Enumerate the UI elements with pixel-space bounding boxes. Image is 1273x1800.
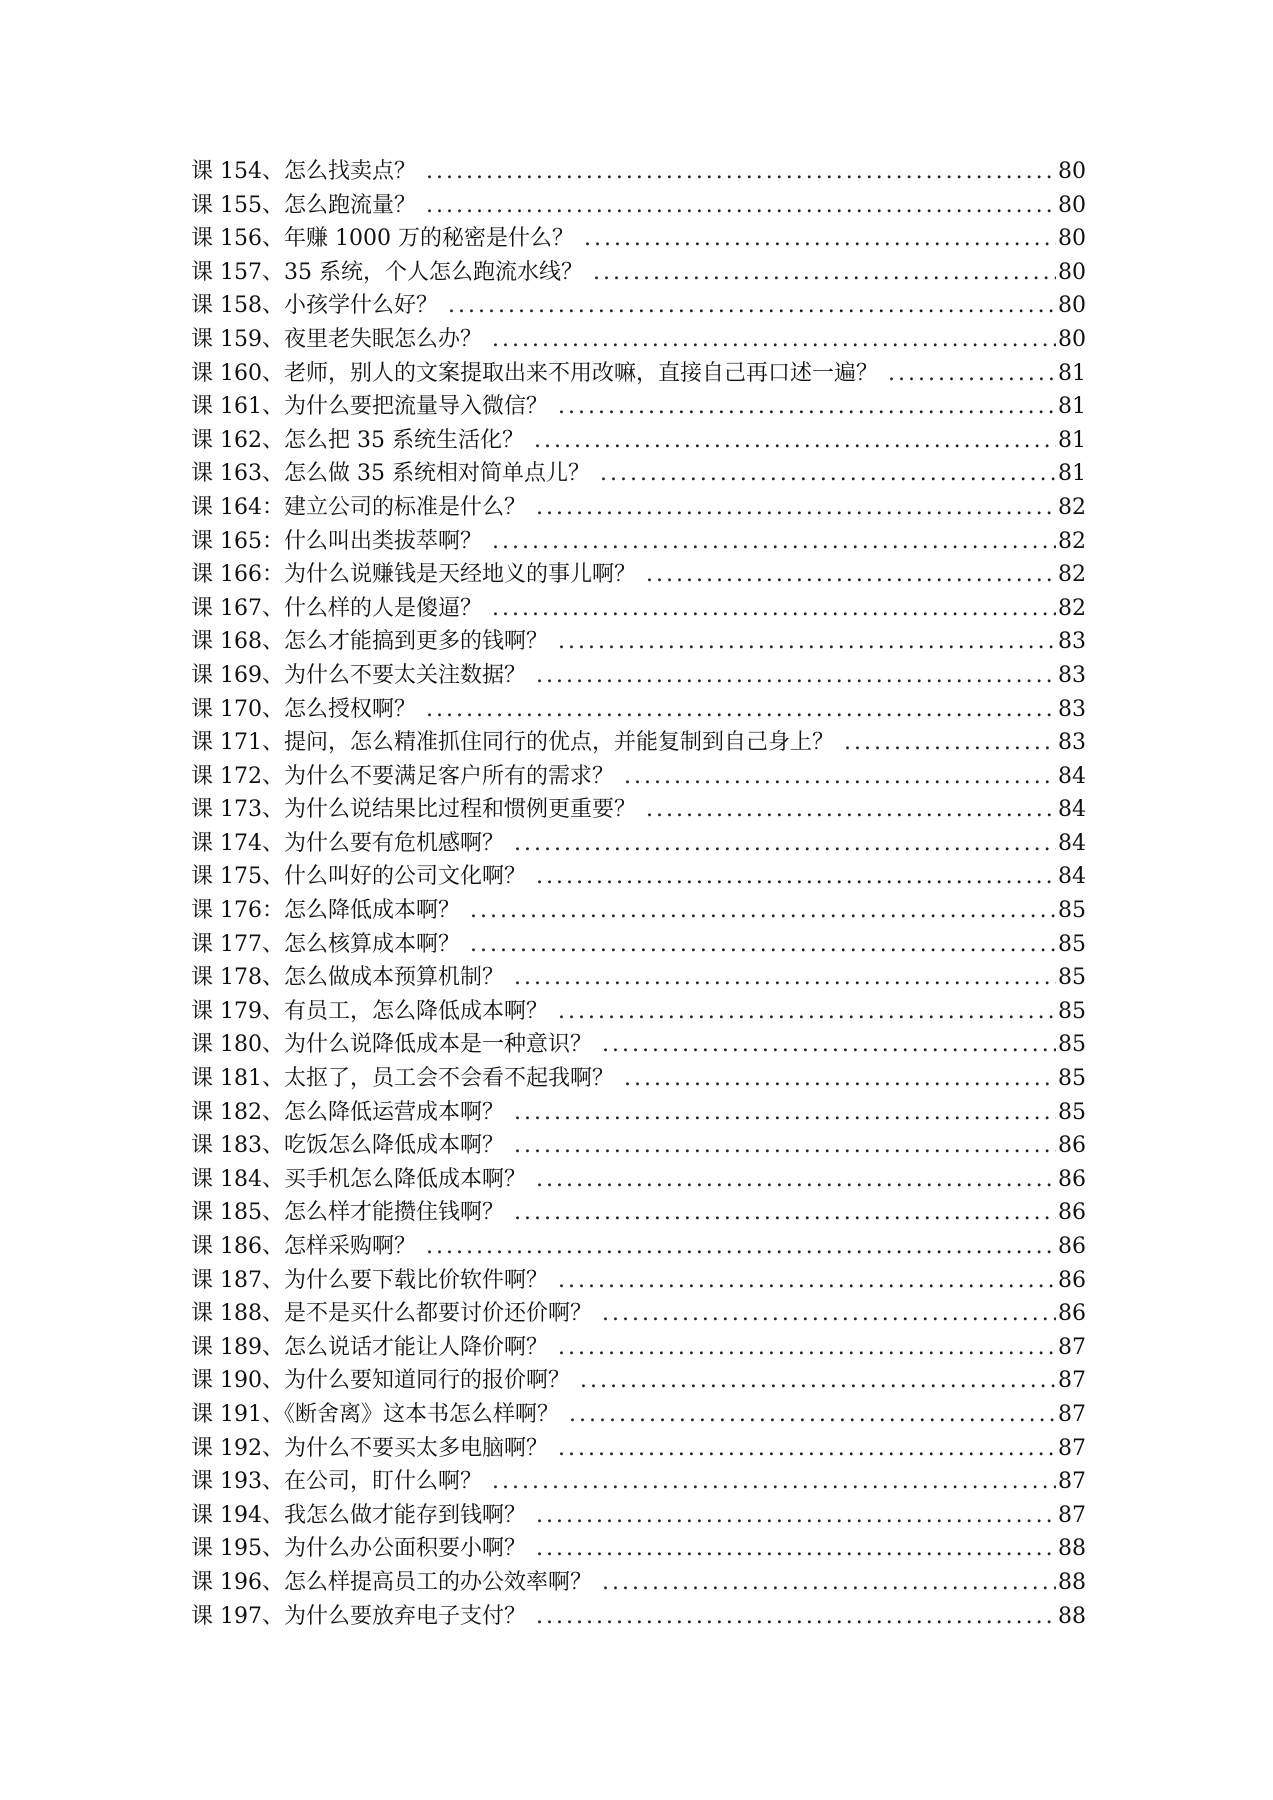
toc-entry-page-number: 81 — [1058, 427, 1086, 453]
dot-leader — [646, 558, 1056, 592]
toc-entry-page-number: 88 — [1058, 1603, 1086, 1629]
dot-leader — [584, 222, 1056, 256]
toc-entry[interactable] — [191, 256, 1086, 290]
toc-entry-page-number: 83 — [1058, 629, 1086, 655]
dot-leader — [426, 189, 1056, 223]
toc-entry-page-number: 82 — [1058, 528, 1086, 554]
dot-leader — [624, 760, 1056, 794]
dot-leader — [492, 323, 1056, 357]
dot-leader — [624, 1062, 1056, 1096]
toc-entry[interactable] — [191, 1264, 1086, 1298]
toc-entry[interactable] — [191, 1230, 1086, 1264]
toc-entry[interactable] — [191, 390, 1086, 424]
dot-leader — [426, 693, 1056, 727]
toc-entry-title: 课 159、夜里老失眠怎么办？ — [191, 326, 482, 352]
toc-entry-page-number: 83 — [1058, 730, 1086, 756]
toc-entry-page-number: 87 — [1058, 1368, 1086, 1394]
dot-leader — [569, 1398, 1056, 1432]
toc-entry-title: 课 176：怎么降低成本啊？ — [191, 898, 460, 924]
toc-entry-title: 课 168、怎么才能搞到更多的钱啊？ — [191, 629, 548, 655]
toc-entry-title: 课 154、怎么找卖点？ — [191, 159, 416, 184]
toc-entry[interactable] — [191, 323, 1086, 357]
toc-entry-title: 课 188、是不是买什么都要讨价还价啊？ — [191, 1301, 592, 1327]
toc-entry-page-number: 86 — [1058, 1301, 1086, 1327]
toc-entry-page-number: 85 — [1058, 1099, 1086, 1125]
toc-entry[interactable] — [191, 558, 1086, 592]
toc-entry[interactable] — [191, 1163, 1086, 1197]
toc-entry-page-number: 82 — [1058, 562, 1086, 588]
toc-entry[interactable] — [191, 424, 1086, 458]
toc-entry-title: 课 175、什么叫好的公司文化啊？ — [191, 864, 526, 890]
toc-entry-page-number: 85 — [1058, 965, 1086, 991]
toc-entry-page-number: 81 — [1058, 461, 1086, 487]
toc-entry[interactable] — [191, 222, 1086, 256]
toc-entry-page-number: 83 — [1058, 696, 1086, 722]
toc-entry-page-number: 88 — [1058, 1569, 1086, 1595]
toc-entry-title: 课 197、为什么要放弃电子支付？ — [191, 1603, 526, 1629]
toc-entry-page-number: 80 — [1058, 259, 1086, 285]
toc-entry-title: 课 172、为什么不要满足客户所有的需求？ — [191, 763, 614, 789]
dot-leader — [534, 424, 1056, 458]
toc-entry[interactable] — [191, 793, 1086, 827]
toc-entry[interactable] — [191, 357, 1086, 391]
toc-entry-title: 课 195、为什么办公面积要小啊？ — [191, 1536, 526, 1562]
toc-entry[interactable] — [191, 1398, 1086, 1432]
toc-entry-page-number: 80 — [1058, 192, 1086, 218]
toc-entry-title: 课 160、老师，别人的文案提取出来不用改嘛，直接自己再口述一遍？ — [191, 360, 878, 386]
table-of-contents — [191, 155, 1086, 1633]
toc-entry[interactable] — [191, 155, 1086, 189]
dot-leader — [492, 1465, 1056, 1499]
toc-entry-page-number: 87 — [1058, 1469, 1086, 1495]
toc-entry[interactable] — [191, 860, 1086, 894]
toc-entry-title: 课 187、为什么要下载比价软件啊？ — [191, 1267, 548, 1293]
toc-entry-page-number: 86 — [1058, 1267, 1086, 1293]
dot-leader — [448, 289, 1056, 323]
toc-entry-title: 课 155、怎么跑流量？ — [191, 192, 416, 218]
dot-leader — [536, 1600, 1056, 1634]
toc-entry-title: 课 174、为什么要有危机感啊？ — [191, 830, 504, 856]
toc-entry-page-number: 85 — [1058, 898, 1086, 924]
toc-entry[interactable] — [191, 1465, 1086, 1499]
toc-entry[interactable] — [191, 1062, 1086, 1096]
dot-leader — [514, 961, 1056, 995]
toc-entry-title: 课 193、在公司，盯什么啊？ — [191, 1469, 482, 1495]
toc-entry[interactable] — [191, 592, 1086, 626]
toc-entry-page-number: 80 — [1058, 326, 1086, 352]
toc-entry-title: 课 158、小孩学什么好？ — [191, 293, 438, 319]
toc-entry[interactable] — [191, 760, 1086, 794]
toc-entry-page-number: 84 — [1058, 797, 1086, 823]
toc-entry-title: 课 171、提问，怎么精准抓住同行的优点，并能复制到自己身上？ — [191, 730, 834, 756]
toc-entry[interactable] — [191, 693, 1086, 727]
toc-entry[interactable] — [191, 189, 1086, 223]
toc-entry-page-number: 84 — [1058, 830, 1086, 856]
toc-entry-title: 课 164：建立公司的标准是什么？ — [191, 494, 526, 520]
toc-entry-title: 课 182、怎么降低运营成本啊？ — [191, 1099, 504, 1125]
toc-entry-title: 课 185、怎么样才能攒住钱啊？ — [191, 1200, 504, 1226]
dot-leader — [888, 357, 1056, 391]
toc-entry-title: 课 191、《断舍离》这本书怎么样啊？ — [191, 1401, 559, 1427]
toc-entry[interactable] — [191, 995, 1086, 1029]
dot-leader — [492, 525, 1056, 559]
dot-leader — [514, 1096, 1056, 1130]
toc-entry-title: 课 181、太抠了，员工会不会看不起我啊？ — [191, 1066, 614, 1092]
toc-entry[interactable] — [191, 1129, 1086, 1163]
dot-leader — [580, 1364, 1056, 1398]
dot-leader — [602, 1297, 1056, 1331]
toc-entry[interactable] — [191, 625, 1086, 659]
toc-entry[interactable] — [191, 1499, 1086, 1533]
toc-entry-title: 课 194、我怎么做才能存到钱啊？ — [191, 1502, 526, 1528]
dot-leader — [646, 793, 1056, 827]
toc-entry[interactable] — [191, 525, 1086, 559]
toc-entry-title: 课 190、为什么要知道同行的报价啊？ — [191, 1368, 570, 1394]
toc-entry-title: 课 180、为什么说降低成本是一种意识？ — [191, 1032, 592, 1058]
toc-entry-page-number: 80 — [1058, 293, 1086, 319]
dot-leader — [470, 928, 1056, 962]
toc-entry-title: 课 169、为什么不要太关注数据？ — [191, 662, 526, 688]
toc-entry-page-number: 86 — [1058, 1166, 1086, 1192]
dot-leader — [426, 155, 1056, 189]
dot-leader — [536, 659, 1056, 693]
toc-entry-title: 课 165：什么叫出类拔萃啊？ — [191, 528, 482, 554]
toc-entry-title: 课 189、怎么说话才能让人降价啊？ — [191, 1334, 548, 1360]
toc-entry-title: 课 163、怎么做 35 系统相对简单点儿？ — [191, 461, 590, 487]
toc-entry-page-number: 86 — [1058, 1234, 1086, 1259]
toc-entry-title: 课 161、为什么要把流量导入微信？ — [191, 394, 548, 420]
toc-entry-title: 课 192、为什么不要买太多电脑啊？ — [191, 1435, 548, 1461]
dot-leader — [593, 256, 1056, 290]
toc-entry-title: 课 177、怎么核算成本啊？ — [191, 931, 460, 957]
toc-entry-page-number: 85 — [1058, 931, 1086, 957]
toc-entry-page-number: 80 — [1058, 159, 1086, 184]
dot-leader — [558, 1432, 1056, 1466]
dot-leader — [558, 390, 1056, 424]
toc-entry-title: 课 196、怎么样提高员工的办公效率啊？ — [191, 1569, 592, 1595]
toc-entry-page-number: 82 — [1058, 595, 1086, 621]
toc-entry[interactable] — [191, 894, 1086, 928]
toc-entry-title: 课 178、怎么做成本预算机制？ — [191, 965, 504, 991]
toc-entry-title: 课 162、怎么把 35 系统生活化？ — [191, 427, 524, 453]
dot-leader — [558, 1264, 1056, 1298]
toc-entry-title: 课 156、年赚 1000 万的秘密是什么？ — [191, 226, 574, 252]
dot-leader — [536, 860, 1056, 894]
toc-entry-page-number: 85 — [1058, 1032, 1086, 1058]
dot-leader — [514, 827, 1056, 861]
toc-entry-page-number: 86 — [1058, 1200, 1086, 1226]
toc-entry-title: 课 179、有员工，怎么降低成本啊？ — [191, 998, 548, 1024]
toc-entry[interactable] — [191, 1297, 1086, 1331]
toc-entry-page-number: 88 — [1058, 1536, 1086, 1562]
toc-entry[interactable] — [191, 1432, 1086, 1466]
toc-entry-title: 课 184、买手机怎么降低成本啊？ — [191, 1166, 526, 1192]
toc-entry-page-number: 87 — [1058, 1435, 1086, 1461]
toc-entry-page-number: 84 — [1058, 763, 1086, 789]
dot-leader — [536, 491, 1056, 525]
dot-leader — [536, 1163, 1056, 1197]
toc-entry-title: 课 186、怎样采购啊？ — [191, 1234, 416, 1259]
dot-leader — [470, 894, 1056, 928]
toc-entry-page-number: 81 — [1058, 394, 1086, 420]
dot-leader — [426, 1230, 1056, 1264]
toc-entry-page-number: 80 — [1058, 226, 1086, 252]
toc-entry-page-number: 85 — [1058, 1066, 1086, 1092]
toc-entry-title: 课 157、35 系统，个人怎么跑流水线？ — [191, 259, 583, 285]
dot-leader — [492, 592, 1056, 626]
dot-leader — [514, 1129, 1056, 1163]
toc-entry[interactable] — [191, 1566, 1086, 1600]
toc-entry-title: 课 167、什么样的人是傻逼？ — [191, 595, 482, 621]
toc-entry[interactable] — [191, 659, 1086, 693]
toc-entry-page-number: 86 — [1058, 1133, 1086, 1159]
toc-entry-page-number: 87 — [1058, 1334, 1086, 1360]
toc-entry[interactable] — [191, 1196, 1086, 1230]
toc-entry-page-number: 84 — [1058, 864, 1086, 890]
toc-entry-page-number: 85 — [1058, 998, 1086, 1024]
toc-entry-page-number: 81 — [1058, 360, 1086, 386]
dot-leader — [600, 457, 1056, 491]
toc-entry[interactable] — [191, 1096, 1086, 1130]
toc-entry[interactable] — [191, 726, 1086, 760]
toc-entry-page-number: 87 — [1058, 1502, 1086, 1528]
toc-entry-title: 课 170、怎么授权啊？ — [191, 696, 416, 722]
dot-leader — [558, 625, 1056, 659]
toc-entry[interactable] — [191, 827, 1086, 861]
toc-entry-page-number: 82 — [1058, 494, 1086, 520]
dot-leader — [844, 726, 1056, 760]
dot-leader — [536, 1532, 1056, 1566]
dot-leader — [558, 1331, 1056, 1365]
dot-leader — [602, 1566, 1056, 1600]
toc-entry-title: 课 166：为什么说赚钱是天经地义的事儿啊？ — [191, 562, 636, 588]
toc-entry[interactable] — [191, 1331, 1086, 1365]
dot-leader — [514, 1196, 1056, 1230]
toc-entry[interactable] — [191, 491, 1086, 525]
toc-entry[interactable] — [191, 1532, 1086, 1566]
toc-entry[interactable] — [191, 1600, 1086, 1634]
toc-entry[interactable] — [191, 1364, 1086, 1398]
toc-entry[interactable] — [191, 1028, 1086, 1062]
toc-entry[interactable] — [191, 961, 1086, 995]
toc-entry-title: 课 173、为什么说结果比过程和惯例更重要？ — [191, 797, 636, 823]
dot-leader — [536, 1499, 1056, 1533]
toc-entry[interactable] — [191, 928, 1086, 962]
toc-entry-page-number: 87 — [1058, 1401, 1086, 1427]
toc-entry-page-number: 83 — [1058, 662, 1086, 688]
toc-entry-title: 课 183、吃饭怎么降低成本啊？ — [191, 1133, 504, 1159]
toc-entry[interactable] — [191, 289, 1086, 323]
toc-entry[interactable] — [191, 457, 1086, 491]
dot-leader — [602, 1028, 1056, 1062]
dot-leader — [558, 995, 1056, 1029]
